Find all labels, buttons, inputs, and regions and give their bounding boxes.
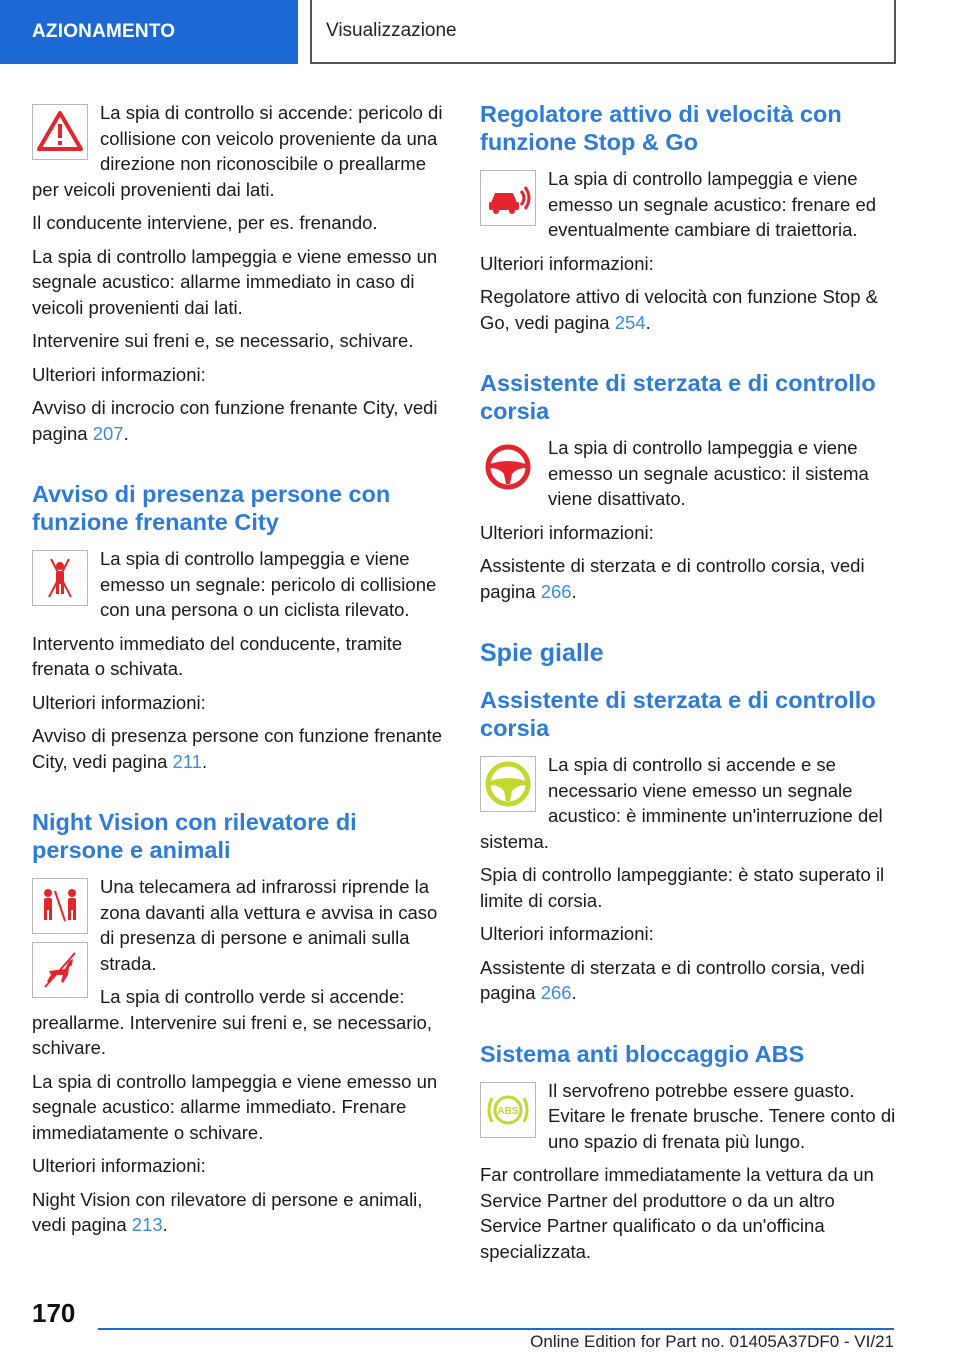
paragraph: Ulteriori informazioni: [32,691,206,713]
paragraph: Avviso di presenza persone con funzione frenante City, vedi pagina 211. [32,725,443,772]
section-heading: Avviso di presenza persone con funzione frenante City [32,481,391,535]
main-heading: Spie gialle [480,639,604,667]
icon-text: La spia di controllo lampeggia e viene emesso un segnale acustico: frenare ed eventualmente cambiare di traiettoria. [548,168,877,240]
page-header [0,0,960,66]
section-heading: Night Vision con rilevatore di persone e animali [32,809,357,863]
abs-item [480,1078,898,1163]
section-heading: Assistente di sterzata e di controllo corsia [480,370,876,424]
icon-text: La spia di controllo si accende e se necessario viene emesso un segnale acustico: è imminente un'interruzione del sistema. [480,754,883,852]
paragraph: Intervenire sui freni e, se necessario, schivare. [32,330,414,351]
persons-warning-icon [32,878,88,934]
section-tab: AZIONAMENTO [0,0,298,64]
paragraph: La spia di controllo lampeggia e viene emesso un segnale acustico: allarme immediato in caso di veicoli provenienti dai lati. [32,245,438,318]
animal-warning-icon [32,942,88,998]
page-link[interactable]: 266 [540,982,572,1003]
icon-text: La spia di controllo lampeggia e viene emesso un segnale acustico: il sistema viene disattivato. [548,437,869,509]
paragraph: Il conducente interviene, per es. frenando. [32,212,378,233]
section-heading: Sistema anti bloccaggio ABS [480,1040,805,1067]
page-link[interactable]: 207 [92,422,124,444]
paragraph: Assistente di sterzata e di controllo corsia, vedi pagina 266. [480,555,865,602]
icon-text: La spia di controllo lampeggia e viene emesso un segnale: pericolo di collisione con una persona o un ciclista rilevato. [100,548,437,620]
pedestrian-warning-item [32,546,450,631]
warning-item [32,100,450,210]
paragraph: Intervento immediato del conducente, tramite frenata o schivata. [32,632,403,679]
paragraph: Ulteriori informazioni: [32,363,206,385]
icon-text: Il servofreno potrebbe essere guasto. Evitare le frenate brusche. Tenere conto di uno spazio di frenata più lungo. [548,1079,896,1152]
pedestrian-warning-icon [32,550,88,606]
page-link[interactable]: 213 [131,1214,163,1235]
icon-stack [32,874,88,998]
abs-label: ABS [497,1105,519,1117]
night-vision-item [32,874,450,1069]
paragraph: Ulteriori informazioni: [480,923,654,944]
icon-text: La spia di controllo verde si accende: preallarme. Intervenire sui freni e, se necessario, schivare. [32,986,432,1058]
paragraph: Ulteriori informazioni: [32,1155,206,1176]
page-link[interactable]: 266 [540,580,572,602]
paragraph: Far controllare immediatamente la vettura da un Service Partner del produttore o da un altro Service Partner qualificato o da un'officina specializzata. [480,1164,874,1262]
warning-triangle-icon [32,104,88,160]
section-heading: Regolatore attivo di velocità con funzione Stop & Go [480,101,842,155]
lane-assist-red-item [480,435,898,520]
page-link[interactable]: 254 [614,311,646,333]
abs-icon [480,1082,536,1138]
intro-text: La spia di controllo si accende: pericolo di collisione con veicolo proveniente da una direzione non riconoscibile o preallarme per veicoli provenienti dai lati. [32,102,443,200]
section-heading: Assistente di sterzata e di controllo corsia [480,687,876,741]
left-column [32,100,450,1246]
paragraph: Night Vision con rilevatore di persone e animali, vedi pagina 213. [32,1188,423,1235]
paragraph: La spia di controllo lampeggia e viene emesso un segnale acustico: allarme immediato. Frenare immediatamente o schivare. [32,1070,438,1143]
chapter-title: Visualizzazione [310,0,896,64]
icon-text: Una telecamera ad infrarossi riprende la zona davanti alla vettura e avvisa in caso di presenza di persone e animali sulla strada. [100,876,438,974]
lane-assist-yellow-item [480,752,898,862]
page-link[interactable]: 211 [172,750,203,772]
edition-info: Online Edition for Part no. 01405A37DF0 - VI/21 [530,1332,894,1351]
steering-wheel-red-icon [480,439,536,495]
car-brake-icon [480,170,536,226]
paragraph: Avviso di incrocio con funzione frenante City, vedi pagina 207. [32,397,438,444]
footer-divider [98,1328,894,1330]
paragraph: Ulteriori informazioni: [480,252,654,274]
paragraph: Ulteriori informazioni: [480,521,654,543]
paragraph: Regolatore attivo di velocità con funzione Stop & Go, vedi pagina 254. [480,286,878,333]
right-column [480,100,898,1272]
paragraph: Spia di controllo lampeggiante: è stato superato il limite di corsia. [480,864,885,911]
steering-wheel-yellow-icon [480,756,536,812]
stop-go-item [480,166,898,251]
paragraph: Assistente di sterzata e di controllo corsia, vedi pagina 266. [480,956,865,1003]
page-number: 170 [32,1298,76,1328]
